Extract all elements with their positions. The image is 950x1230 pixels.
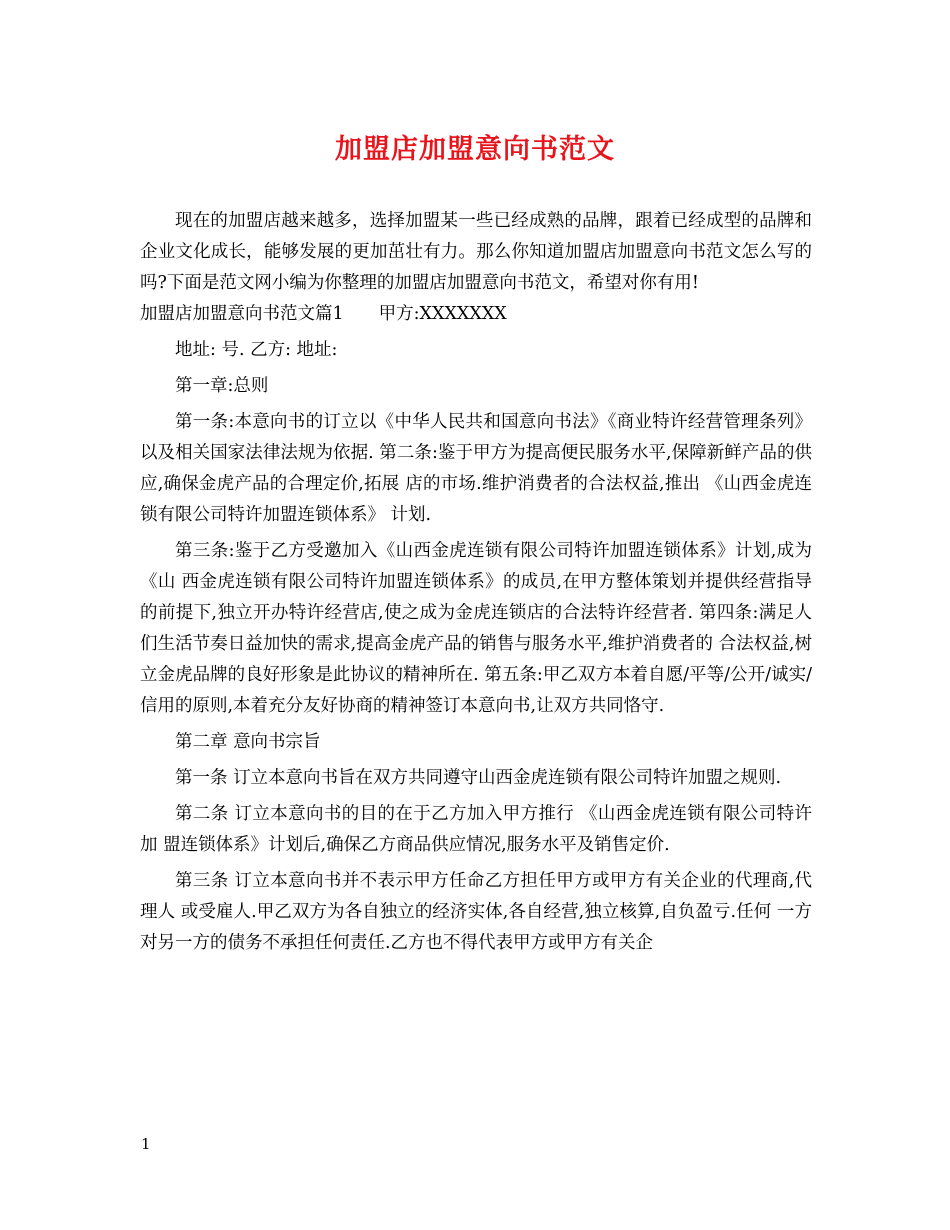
intro-paragraph: 现在的加盟店越来越多，选择加盟某一些已经成熟的品牌，跟着已经成型的品牌和企业文化成长，能够发展的更加茁壮有力。那么你知道加盟店加盟意向书范文怎么写的吗?下面是范文网小编为你整理的加盟店加盟意向书范文，希望对你有用!	[140, 211, 812, 293]
document-body	[140, 206, 812, 959]
article-paragraph: 第三条:鉴于乙方受邀加入《山西金虎连锁有限公司特许加盟连锁体系》计划,成为《山 西金虎连锁有限公司特许加盟连锁体系》的成员,在甲方整体策划并提供经营指导的前提下,独立开办特许经营店,使之成为金虎连锁店的合法特许经营者. 第四条:满足人们生活节奏日益加快的需求,提高金虎产品的销售与服务水平,维护消费者的 合法权益,树立金虎品牌的良好形象是此协议的精神所在. 第五条:甲乙双方本着自愿/平等/公开/诚实/信用的原则,本着充分友好协商的精神签订本意向书,让双方共同恪守.	[140, 541, 812, 716]
page-number: 1	[141, 1135, 151, 1153]
document-title: 加盟店加盟意向书范文	[335, 134, 615, 165]
section-heading-party-a: 加盟店加盟意向书范文篇1 甲方:XXXXXXX	[140, 304, 507, 324]
article-paragraph: 第一条:本意向书的订立以《中华人民共和国意向书法》《商业特许经营管理条列》以及相关国家法律法规为依据. 第二条:鉴于甲方为提高便民服务水平,保障新鲜产品的供应,确保金虎产品的合理定价,拓展 店的市场.维护消费者的合法权益,推出 《山西金虎连锁有限公司特许加盟连锁体系》 计划.	[140, 412, 812, 525]
chapter-heading-1: 第一章:总则	[175, 376, 269, 396]
article-paragraph: 第二条 订立本意向书的目的在于乙方加入甲方推行 《山西金虎连锁有限公司特许加 盟连锁体系》计划后,确保乙方商品供应情况,服务水平及销售定价.	[140, 804, 812, 855]
chapter-heading-2: 第二章 意向书宗旨	[175, 732, 321, 752]
address-line: 地址: 号. 乙方: 地址:	[175, 340, 338, 360]
article-paragraph: 第一条 订立本意向书旨在双方共同遵守山西金虎连锁有限公司特许加盟之规则.	[175, 768, 782, 788]
article-paragraph: 第三条 订立本意向书并不表示甲方任命乙方担任甲方或甲方有关企业的代理商,代理人 或受雇人.甲乙双方为各自独立的经济实体,各自经营,独立核算,自负盈亏.任何 一方对另一方的债务不承担任何责任.乙方也不得代表甲方或甲方有关企	[140, 871, 812, 953]
